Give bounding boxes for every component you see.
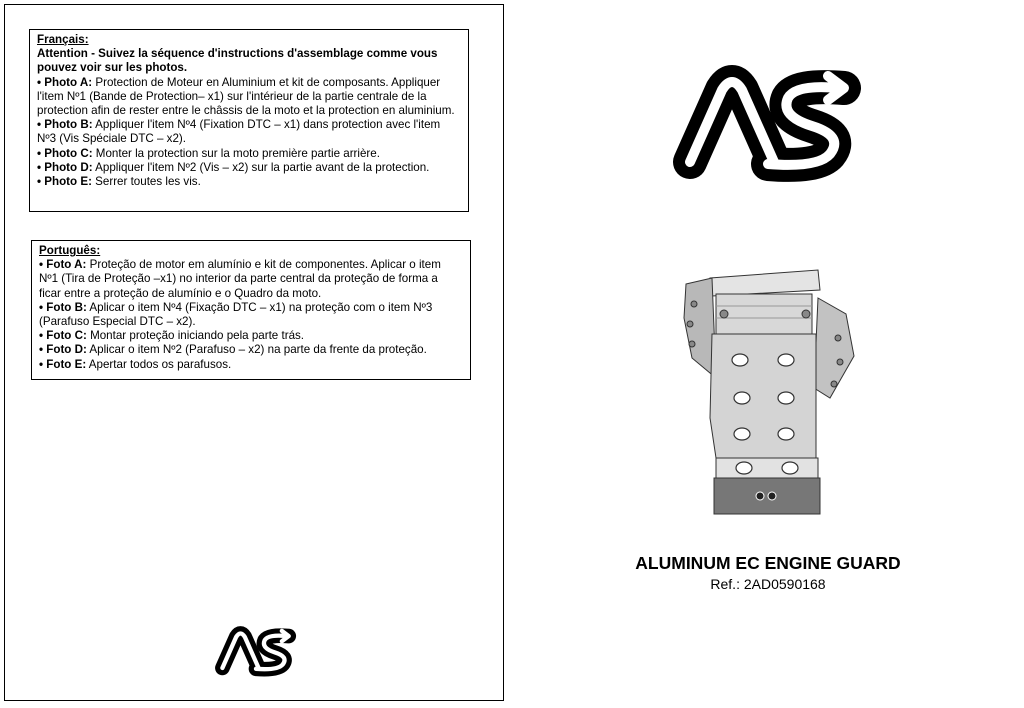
product-title: ALUMINUM EC ENGINE GUARD [635,553,901,573]
french-item: • Photo D: Appliquer l'item Nº2 (Vis – x2) sur la partie avant de la protection. [37,160,430,174]
product-reference: Ref.: 2AD0590168 [710,576,826,592]
portuguese-instructions-box [31,240,471,380]
portuguese-heading: Português: [39,244,101,257]
as-logo-icon [668,60,868,190]
portuguese-item: • Foto B: Aplicar o item Nº4 (Fixação DTC – x1) na proteção com o item Nº3 (Parafuso Especial DTC – x2). [39,300,433,329]
french-instructions-box [29,29,469,212]
french-heading: Français: [37,33,89,46]
french-item: • Photo B: Appliquer l'item Nº4 (Fixation DTC – x1) dans protection avec l'item Nº3 (Vis Spéciale DTC – x2). [37,118,441,146]
french-item: • Photo A: Protection de Moteur en Aluminium et kit de composants. Appliquer l'item Nº1 (Bande de Protection– x1) sur l'intérieur de la partie centrale de la protection afin de rester entre le châssis de la moto et la protection en aluminium. [37,75,455,118]
french-attention: Attention - Suivez la séquence d'instructions d'assemblage comme vous pouvez voir sur les photos. [37,47,438,75]
as-logo-icon [212,624,300,680]
engine-guard-image [680,268,856,518]
french-item: • Photo E: Serrer toutes les vis. [37,175,201,189]
french-item: • Photo C: Monter la protection sur la moto première partie arrière. [37,146,380,160]
portuguese-item: • Foto A: Proteção de motor em alumínio e kit de componentes. Aplicar o item Nº1 (Tira de Proteção –x1) no interior da parte central da proteção de forma a ficar entre a proteção de alumínio e o Quadro da moto. [39,258,441,300]
portuguese-item: • Foto E: Apertar todos os parafusos. [39,357,232,371]
portuguese-item: • Foto C: Montar proteção iniciando pela parte trás. [39,329,305,343]
portuguese-item: • Foto D: Aplicar o item Nº2 (Parafuso – x2) na parte da frente da proteção. [39,343,427,357]
